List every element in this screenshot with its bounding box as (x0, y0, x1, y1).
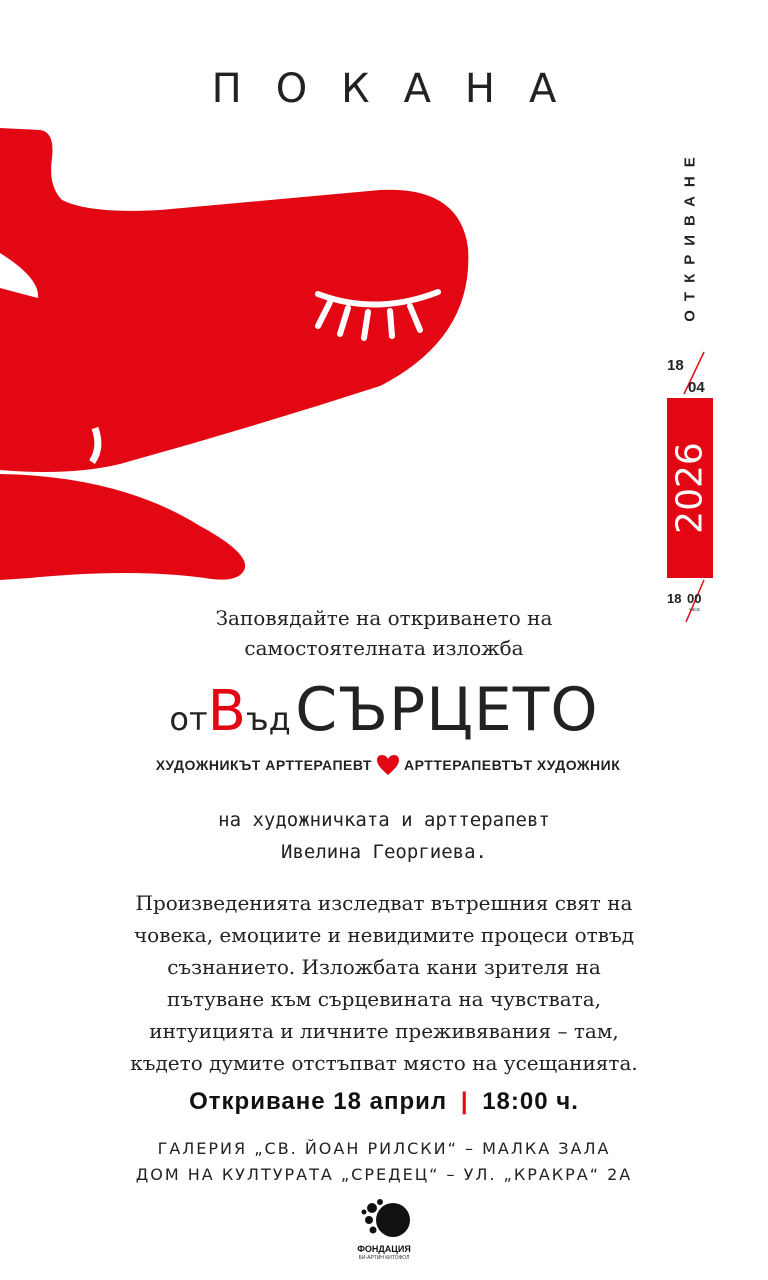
opening-line (0, 1088, 768, 1116)
description-line: Произведенията изследват вътрешния свят на (135, 891, 633, 915)
date-day: 18 (667, 357, 684, 374)
intro-line-2: самостоятелната изложба (244, 636, 524, 660)
red-heart-face-illustration (0, 128, 480, 588)
intro-text (0, 603, 768, 663)
opening-separator: | (460, 1088, 469, 1115)
opening-time: 18:00 ч. (482, 1088, 579, 1115)
exhibition-title-part-3: ъд (246, 700, 291, 738)
foundation-subtitle: БИ-АРТИН КИТОФОЛ (358, 1255, 410, 1261)
invitation-title: ПОКАНА (211, 66, 591, 112)
description-line: пътуване към сърцевината на чувствата, (166, 987, 601, 1011)
opening-vertical-label: ОТКРИВАНЕ (681, 148, 699, 322)
exhibition-title-part-4: СЪРЦЕТО (295, 675, 599, 745)
time-hour: 18 (667, 591, 682, 606)
description-line: съзнанието. Изложбата кани зрителя на (167, 955, 601, 979)
tagline-right: АРТТЕРАПЕВТЪТ ХУДОЖНИК (404, 757, 621, 773)
artist-text (0, 804, 768, 868)
exhibition-title-part-1: от (169, 700, 208, 738)
opening-date: Откриване 18 април (189, 1088, 448, 1115)
description-line: където думите отстъпват място на усещанията. (130, 1051, 638, 1075)
description-line: човека, емоциите и невидимите процеси отвъд (133, 923, 635, 947)
artist-line-2: Ивелина Георгиева. (281, 841, 487, 863)
time-unit: часа (689, 607, 700, 613)
intro-line-1: Заповядайте на откриването на (215, 606, 553, 630)
foundation-name: ФОНДАЦИЯ (357, 1244, 411, 1254)
exhibition-title-part-2: В (207, 679, 247, 744)
description (0, 887, 768, 1079)
venue-line-1: ГАЛЕРИЯ „СВ. ЙОАН РИЛСКИ“ – МАЛКА ЗАЛА (157, 1139, 611, 1158)
venue-line-2: ДОМ НА КУЛТУРАТА „СРЕДЕЦ“ – УЛ. „КРАКРА“ 2А (135, 1165, 633, 1184)
heart-icon (376, 754, 400, 776)
tagline-left: ХУДОЖНИКЪТ АРТТЕРАПЕВТ (155, 757, 372, 773)
time-minute: 00 (687, 591, 702, 606)
exhibition-title (0, 675, 768, 745)
date-month: 04 (688, 379, 705, 396)
artist-line-1: на художничката и арттерапевт (218, 809, 550, 831)
venue-address (0, 1136, 768, 1188)
year-badge: 2026 (667, 398, 713, 578)
foundation-logo-icon (360, 1198, 416, 1242)
description-line: интуицията и личните преживявания – там, (149, 1019, 619, 1043)
red-heart-shape (0, 128, 468, 580)
